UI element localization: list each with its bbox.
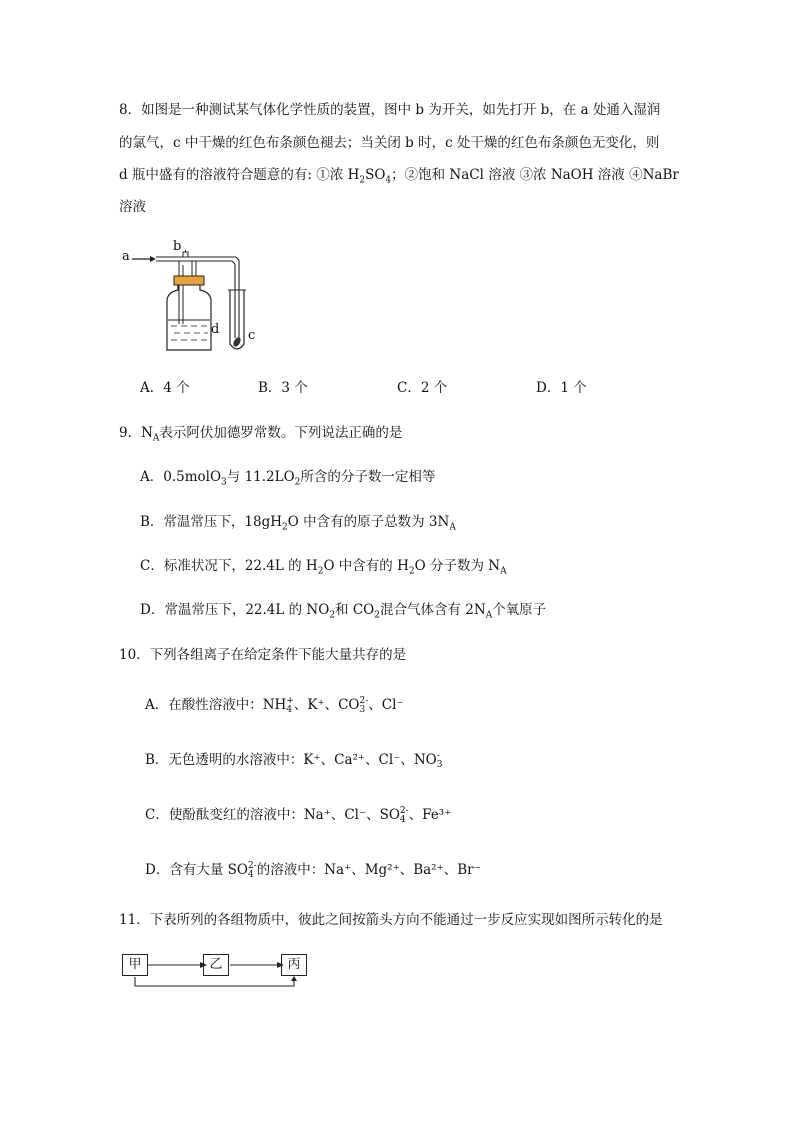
box-jia: 甲 — [122, 954, 148, 976]
q10-stem: 10．下列各组离子在给定条件下能大量共存的是 — [119, 647, 407, 663]
q8-option-a: A．4 个 — [140, 380, 190, 396]
label-c: c — [248, 328, 256, 343]
box-yi: 乙 — [203, 954, 229, 976]
q10-option-d: D．含有大量 SO 2- 4 的溶液中：Na⁺、Mg²⁺、Ba²⁺、Br⁻ — [145, 860, 481, 880]
q9-option-a: A．0.5molO$_3$与 $11.2LO_2$所含的分子数一定相等 — [140, 469, 436, 488]
q8-option-d: D．1 个 — [536, 380, 587, 396]
q9-option-d: D．常温常压下，22.4L 的 $NO_2$和 $CO_2$混合气体含有 $2N_A$个氧原子 — [140, 602, 547, 621]
q10-option-b: B．无色透明的水溶液中：K⁺、Ca²⁺、Cl⁻、NO - 3 — [145, 750, 443, 770]
q11-stem: 11．下表所列的各组物质中，彼此之间按箭头方向不能通过一步反应实现如图所示转化的是 — [119, 912, 663, 928]
q8-line-2: 的氯气，c 中干燥的红色布条颜色褪去；当关闭 b 时，c 处干燥的红色布条颜色无变化，则 — [119, 135, 660, 151]
q8-option-b: B．3 个 — [258, 380, 308, 396]
q9-option-c: C．标准状况下，22.4L 的 $H_2O$ 中含有的 $H_2O$ 分子数为 $N_A$ — [140, 558, 507, 577]
conversion-arrows — [120, 950, 320, 995]
label-a: a — [122, 249, 130, 264]
label-b: b — [173, 239, 182, 254]
q10-option-c: C．使酚酞变红的溶液中：Na⁺、Cl⁻、SO 2- 4 、Fe³⁺ — [145, 805, 452, 825]
gas-apparatus-diagram — [118, 238, 268, 358]
q8-line-3: d 瓶中盛有的溶液符合题意的有: ①浓 $H_2SO_4$；②饱和 NaCl 溶液 ③浓 NaOH 溶液 ④NaBr — [119, 167, 679, 186]
q8-option-c: C．2 个 — [397, 380, 448, 396]
q9-option-b: B．常温常压下，$18gH_2O$ 中含有的原子总数为 $3N_A$ — [140, 514, 456, 533]
q9-stem: 9．$N_A$表示阿伏加德罗常数。下列说法正确的是 — [119, 425, 403, 444]
box-bing: 丙 — [281, 954, 307, 976]
q8-line-1: 8．如图是一种测试某气体化学性质的装置，图中 b 为开关，如先打开 b，在 a 处通入湿润 — [119, 102, 661, 118]
label-d: d — [211, 322, 220, 337]
q8-line-4: 溶液 — [119, 199, 146, 215]
q10-option-a: A．在酸性溶液中：NH + 4 、K⁺、CO 2- 3 、Cl⁻ — [145, 695, 404, 715]
